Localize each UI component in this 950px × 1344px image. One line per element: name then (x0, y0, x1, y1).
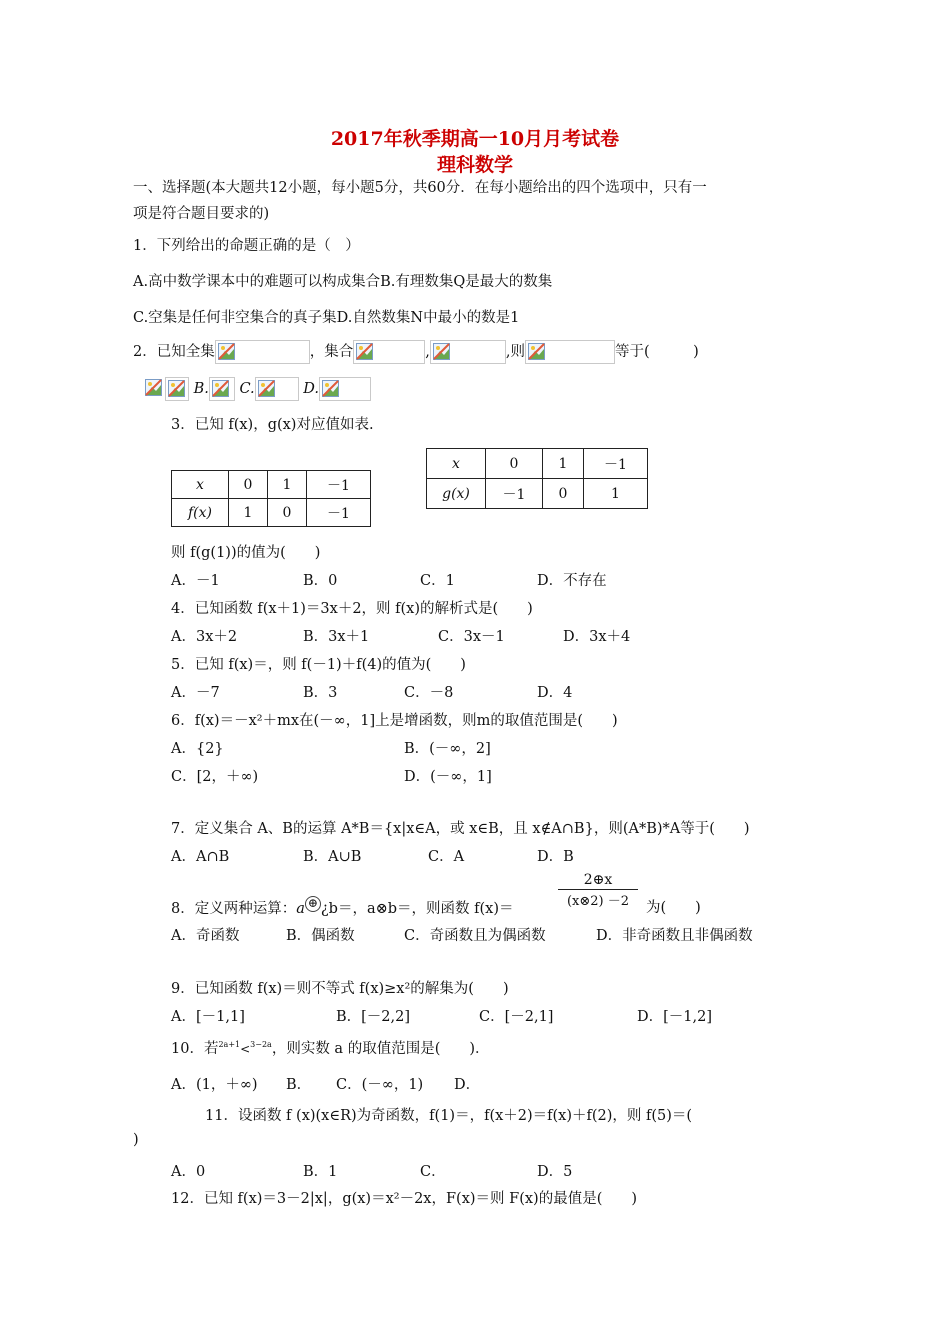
q8-text-b: ¿b＝，a⊗b＝，则函数 f(x)＝ (320, 900, 514, 917)
q2-line (133, 340, 699, 364)
q11-stem-line1: 11．设函数 f (x)(x∈R)为奇函数，f(1)＝，f(x＋2)＝f(x)＋f(2)，则 f(5)＝( (205, 1108, 693, 1124)
formula-image (215, 340, 310, 364)
oplus-symbol: ⊕ (305, 896, 321, 912)
table-row (427, 449, 648, 479)
broken-image-icon (145, 379, 162, 396)
q9-stem: 9．已知函数 f(x)＝则不等式 f(x)≥x²的解集为( ) (171, 981, 509, 997)
q8-option-a: A．奇函数 (171, 928, 240, 944)
table-row (172, 499, 371, 527)
q8-a-symbol: a (296, 900, 305, 917)
broken-image-icon (258, 380, 275, 397)
q4-stem: 4．已知函数 f(x＋1)＝3x＋2，则 f(x)的解析式是( ) (171, 601, 533, 617)
q2-text-4: ,则 (505, 344, 525, 360)
q10-less-than: < (240, 1042, 251, 1056)
q4-option-d: D．3x＋4 (563, 629, 631, 645)
q4-option-a: A．3x＋2 (171, 629, 238, 645)
q10-option-c: C．(－∞，1) (336, 1077, 424, 1093)
broken-image-icon (528, 343, 545, 360)
q8-fraction (558, 872, 638, 909)
table-cell: 0 (268, 499, 307, 527)
q4-option-c: C．3x－1 (438, 629, 505, 645)
broken-image-icon (322, 380, 339, 397)
q1-stem: 1．下列给出的命题正确的是（ ） (133, 238, 360, 254)
q3-question: 则 f(g(1))的值为( ) (171, 545, 321, 561)
q3-option-c: C．1 (420, 573, 455, 589)
q2-text-3: , (425, 344, 430, 360)
table-cell: 1 (268, 471, 307, 499)
q8-stem (171, 896, 514, 918)
section-heading-line2: 项是符合题目要求的) (133, 206, 270, 222)
q12-stem: 12．已知 f(x)＝3－2|x|，g(x)＝x²－2x，F(x)＝则 F(x)的最值是( ) (171, 1191, 638, 1207)
formula-image (143, 377, 165, 401)
exam-subtitle: 理科数学 (436, 154, 513, 176)
table-row (172, 471, 371, 499)
table-cell: －1 (307, 499, 371, 527)
exam-title: 2017年秋季期高一10月月考试卷 (330, 128, 620, 150)
q11-option-a: A．0 (171, 1164, 206, 1180)
q10-stem (171, 1037, 490, 1058)
fraction-denominator: (x⊗2) －2 (558, 889, 638, 909)
table-cell: 1 (584, 479, 648, 509)
q2-option-c-label: C. (239, 381, 255, 397)
q11-option-b: B．1 (303, 1164, 338, 1180)
q2-option-d-label: D. (303, 381, 319, 397)
formula-image (165, 377, 189, 401)
table-cell: g(x) (427, 479, 486, 509)
table-cell: 1 (229, 499, 268, 527)
q9-option-a: A．[－1,1] (171, 1009, 245, 1025)
table-cell: 1 (543, 449, 584, 479)
q7-option-c: C．A (428, 849, 465, 865)
table-g (426, 448, 648, 509)
table-cell: 0 (543, 479, 584, 509)
q1-options-cd: C.空集是任何非空集合的真子集D.自然数集N中最小的数是1 (133, 310, 520, 326)
q5-stem: 5．已知 f(x)＝，则 f(－1)＋f(4)的值为( ) (171, 657, 466, 673)
q6-option-d: D．(－∞，1] (404, 769, 492, 785)
formula-image (209, 377, 235, 401)
q10-exponent-1: 2a+1 (218, 1040, 241, 1050)
q7-option-b: B．A∪B (303, 849, 362, 865)
q6-option-b: B．(－∞，2] (404, 741, 491, 757)
formula-image (255, 377, 299, 401)
q8-option-b: B．偶函数 (286, 928, 355, 944)
broken-image-icon (433, 343, 450, 360)
q3-option-a: A．－1 (171, 573, 220, 589)
q8-option-c: C．奇函数且为偶函数 (404, 928, 546, 944)
q9-option-c: C．[－2,1] (479, 1009, 554, 1025)
q8-text-c: 为( ) (646, 900, 701, 916)
q6-option-c: C．[2，＋∞) (171, 769, 259, 785)
broken-image-icon (218, 343, 235, 360)
table-cell: －1 (307, 471, 371, 499)
q10-option-a: A．(1，＋∞) (171, 1077, 258, 1093)
broken-image-icon (212, 380, 229, 397)
q6-stem: 6．f(x)＝－x²＋mx在(－∞，1]上是增函数，则m的取值范围是( ) (171, 713, 618, 729)
section-heading-line1: 一、选择题(本大题共12小题，每小题5分，共60分．在每小题给出的四个选项中，只有一 (133, 180, 707, 196)
table-cell: f(x) (172, 499, 229, 527)
q11-stem-line2: ) (133, 1132, 139, 1148)
q11-option-d: D．5 (537, 1164, 573, 1180)
table-row (427, 479, 648, 509)
q5-option-d: D．4 (537, 685, 573, 701)
formula-image (353, 340, 425, 364)
table-cell: x (427, 449, 486, 479)
q9-option-b: B．[－2,2] (336, 1009, 411, 1025)
q2-options (143, 377, 371, 401)
q10-text-a: 10．若 (171, 1041, 219, 1057)
q10-option-d: D． (454, 1077, 481, 1093)
q2-text-2: ，集合 (309, 344, 354, 360)
formula-image (319, 377, 371, 401)
q2-text-5: 等于( ) (614, 344, 699, 360)
q8-text-a: 8．定义两种运算： (171, 900, 297, 917)
q3-stem: 3．已知 f(x)，g(x)对应值如表. (171, 417, 374, 433)
formula-image (525, 340, 615, 364)
q8-option-d: D．非奇函数且非偶函数 (596, 928, 753, 944)
q10-option-b: B． (286, 1077, 312, 1093)
q5-option-c: C．－8 (404, 685, 454, 701)
broken-image-icon (168, 380, 185, 397)
table-cell: －1 (584, 449, 648, 479)
table-f (171, 470, 371, 527)
q7-option-a: A．A∩B (171, 849, 230, 865)
broken-image-icon (356, 343, 373, 360)
q1-options-ab: A.高中数学课本中的难题可以构成集合B.有理数集Q是最大的数集 (133, 274, 553, 290)
q6-option-a: A．{2} (171, 741, 224, 757)
table-cell: 0 (229, 471, 268, 499)
q5-option-a: A．－7 (171, 685, 220, 701)
q2-option-b-label: B. (193, 381, 209, 397)
fraction-numerator: 2⊕x (583, 872, 613, 888)
q4-option-b: B．3x＋1 (303, 629, 370, 645)
q3-option-b: B．0 (303, 573, 338, 589)
q7-stem: 7．定义集合 A、B的运算 A*B＝{x|x∈A，或 x∈B，且 x∉A∩B}，则(A*B)*A等于( ) (171, 821, 750, 837)
table-cell: 0 (486, 449, 543, 479)
q2-text-1: 2．已知全集 (133, 344, 215, 360)
table-cell: －1 (486, 479, 543, 509)
q9-option-d: D．[－1,2] (637, 1009, 712, 1025)
q10-text-b: ，则实数 a 的取值范围是( )． (271, 1041, 490, 1057)
q11-option-c: C． (420, 1164, 446, 1180)
q3-option-d: D．不存在 (537, 573, 607, 589)
formula-image (430, 340, 506, 364)
table-cell: x (172, 471, 229, 499)
q10-exponent-2: 3−2a (250, 1040, 272, 1050)
q5-option-b: B．3 (303, 685, 338, 701)
q7-option-d: D．B (537, 849, 574, 865)
